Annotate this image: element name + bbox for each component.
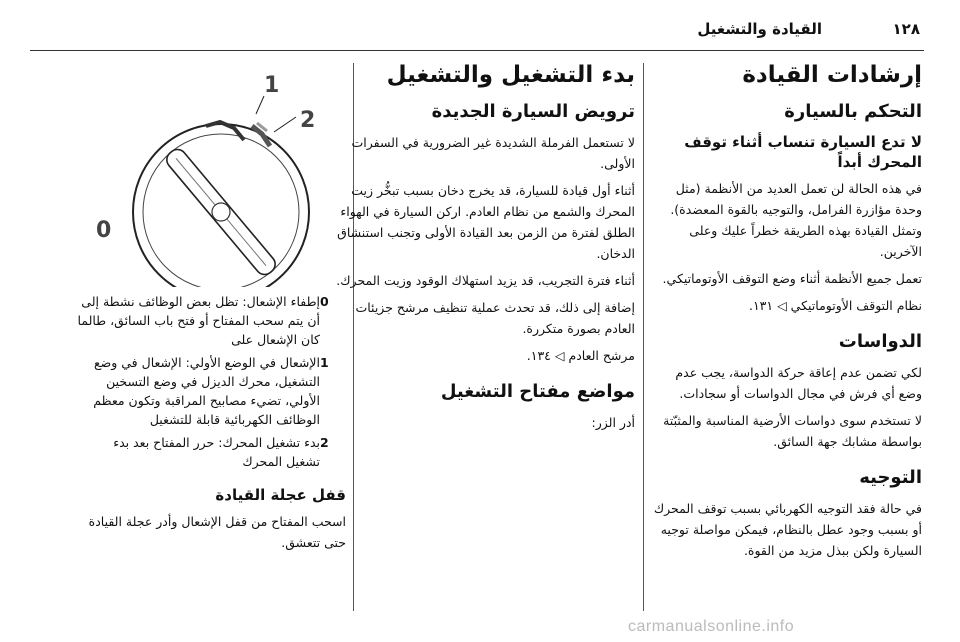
paragraph: إضافة إلى ذلك، قد تحدث عملية تنظيف مرشح جزيئات العادم بصورة متكررة.: [355, 300, 635, 336]
position-label-1: 1: [264, 73, 280, 98]
watermark: carmanualsonline.info: [628, 618, 795, 635]
heading-pedals: الدواسات: [838, 331, 922, 352]
heading-no-coasting: لا تدع السيارة تنساب أثناء توقف المحرك أبداً: [684, 133, 922, 171]
column-right: [652, 60, 922, 567]
list-item: [76, 353, 346, 429]
heading-steering: التوجيه: [859, 467, 922, 488]
paragraph: اسحب المفتاح من قفل الإشعال وأدر عجلة القيادة حتى تتعشق.: [88, 514, 346, 550]
paragraph: لكي تضمن عدم إعاقة حركة الدواسة، يجب عدم وضع أي فرش في مجال الدواسات أو سجادات.: [675, 365, 922, 401]
position-label-0: 0: [96, 218, 112, 243]
heading-steering-lock: قفل عجلة القيادة: [215, 486, 346, 504]
paragraph: في هذه الحالة لن تعمل العديد من الأنظمة (مثل وحدة مؤازرة الفرامل، والتوجيه بالقوة المعضدة). وتمثل القيادة بهذه الطريقة خطراً عليك وعلى الآخرين.: [670, 181, 922, 259]
list-item-number: 1: [320, 355, 329, 370]
key-slot-dot: [212, 203, 230, 221]
cross-reference: نظام التوقف الأوتوماتيكي ◁ ١٣١.: [748, 298, 922, 313]
paragraph: أثناء فترة التجريب، قد يزيد استهلاك الوقود وزيت المحرك.: [336, 273, 635, 288]
heading-running-in: ترويض السيارة الجديدة: [431, 101, 635, 122]
cross-reference: مرشح العادم ◁ ١٣٤.: [526, 348, 635, 363]
position-label-2: 2: [300, 108, 316, 133]
leader-line-1: [256, 96, 264, 114]
list-item-number: 0: [320, 294, 329, 309]
column-divider-right: [643, 63, 644, 611]
section-title-starting-operating: بدء التشغيل والتشغيل: [386, 62, 635, 88]
header-rule: [30, 50, 924, 51]
ignition-lock-illustration: [56, 62, 346, 287]
paragraph: أدر الزر:: [591, 415, 635, 430]
section-title-driving-hints: إرشادات القيادة: [742, 62, 922, 88]
paragraph: أثناء أول قيادة للسيارة، قد يخرج دخان بسبب تبخُّر زيت المحرك والشمع من نظام العادم. اركن السيارة في الهواء الطلق لفترة من الزمن بعد القيادة الأولى وتجنب استنشاق الدخان.: [337, 183, 635, 261]
list-item-text: إطفاء الإشعال: تظل بعض الوظائف نشطة إلى أن يتم سحب المفتاح أو فتح باب السائق، طالما كان الإشعال على: [77, 294, 320, 347]
list-item-text: الإشعال في الوضع الأولي: الإشعال في وضع التشغيل، محرك الديزل في وضع التسخين الأولي، تضيء مصابيح المراقبة وتكون معظم الوظائف الكهربائية قابلة للتشغيل: [93, 355, 320, 427]
heading-control-vehicle: التحكم بالسيارة: [784, 101, 922, 122]
leader-line-2: [274, 117, 296, 132]
list-item-text: بدء تشغيل المحرك: حرر المفتاح بعد بدء تشغيل المحرك: [113, 435, 320, 469]
list-item: [76, 292, 346, 349]
running-title: القيادة والتشغيل: [697, 20, 822, 38]
page-number: ١٢٨: [892, 20, 920, 38]
paragraph: في حالة فقد التوجيه الكهربائي بسبب توقف المحرك أو بسبب وجود عطل بالنظام، فيمكن مواصلة توجيه السيارة ولكن ببذل مزيد من القوة.: [653, 501, 922, 558]
paragraph: لا تستعمل الفرملة الشديدة غير الضرورية في السفرات الأولى.: [351, 135, 635, 171]
paragraph: لا تستخدم سوى دواسات الأرضية المناسبة والمثبّتة بواسطة مشابك جهة السائق.: [663, 413, 922, 449]
heading-ignition-positions: مواضع مفتاح التشغيل: [440, 381, 635, 402]
column-left: [76, 292, 346, 559]
paragraph: تعمل جميع الأنظمة أثناء وضع التوقف الأوتوماتيكي.: [662, 271, 922, 286]
column-middle: [335, 60, 635, 439]
list-item: [76, 433, 346, 471]
list-item-number: 2: [320, 435, 329, 450]
page-header: [40, 20, 920, 40]
